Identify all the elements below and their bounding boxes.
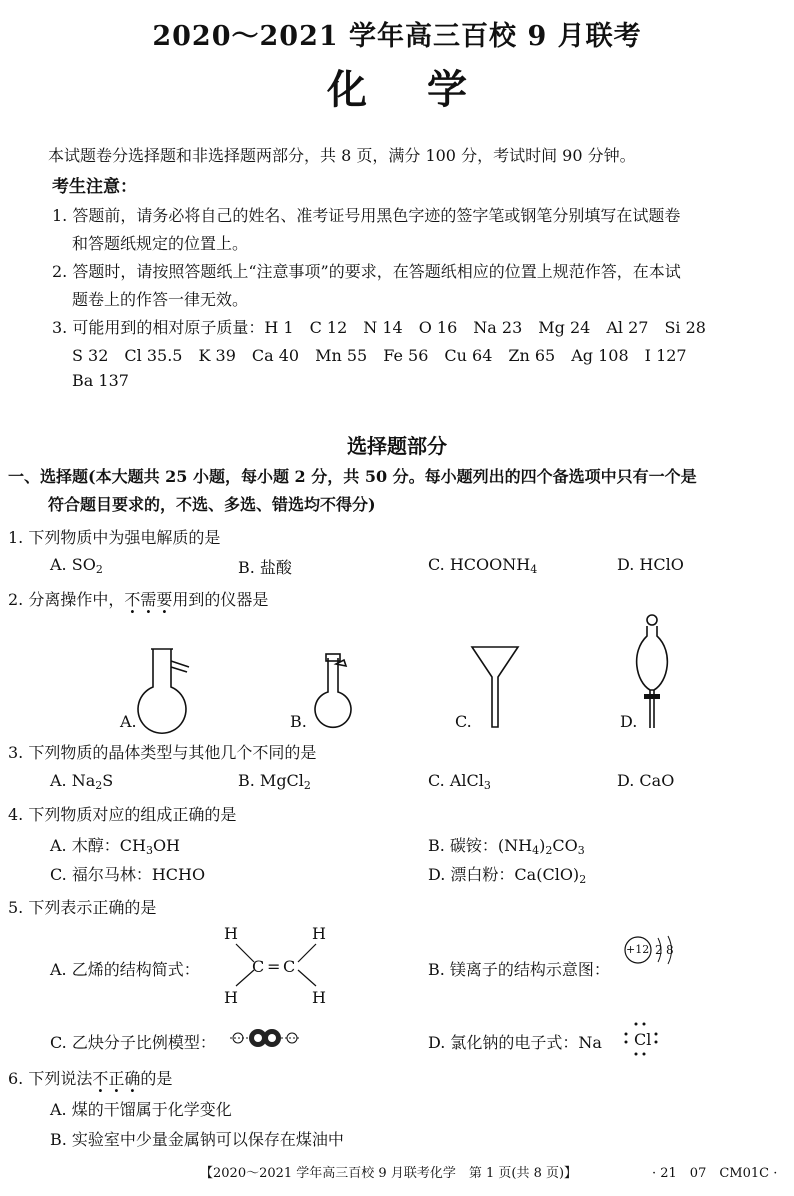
q4-option-a: A. 木醇：$CH_3OH$	[50, 836, 181, 857]
ethylene-bonds	[230, 940, 330, 990]
q1-option-b: B. 盐酸	[238, 558, 292, 577]
q2-emphasis: 不需要	[124, 590, 173, 609]
q3-option-c: C. AlCl$_3$	[428, 771, 491, 792]
q1-option-c: C. $HCOONH_4$	[428, 555, 538, 576]
notice-item-3-cont: S 32 Cl 35.5 K 39 Ca 40 Mn 55 Fe 56 Cu 64 Zn 65 Ag 108 I 127	[72, 346, 687, 365]
mg-nucleus-label: +12	[626, 943, 650, 956]
q6-option-a: A. 煤的干馏属于化学变化	[50, 1100, 232, 1119]
notice-item-2: 2. 答题时，请按照答题纸上“注意事项”的要求，在答题纸相应的位置上规范作答，在本试	[52, 262, 681, 281]
part1-instructions: 一、选择题(本大题共 25 小题，每小题 2 分，共 50 分。每小题列出的四个备选项中只有一个是	[8, 467, 697, 486]
q5-option-b: B. 镁离子的结构示意图：	[428, 960, 610, 979]
notice-item-3-cont2: Ba 137	[72, 371, 129, 390]
notice-item-2-cont: 题卷上的作答一律无效。	[72, 290, 249, 309]
ethylene-c2: C	[283, 957, 296, 976]
notice-item-3: 3. 可能用到的相对原子质量：H 1 C 12 N 14 O 16 Na 23 Mg 24 Al 27 Si 28	[52, 318, 706, 337]
notice-item-1: 1. 答题前，请务必将自己的姓名、准考证号用黑色字迹的签字笔或钢笔分别填写在试题卷	[52, 206, 681, 225]
q4-option-d: D. 漂白粉：$Ca(ClO)_2$	[428, 865, 587, 886]
ethylene-bond: =	[267, 957, 281, 976]
q2-label-a: A.	[120, 712, 137, 731]
ethylene-c1: C	[252, 957, 265, 976]
q4-option-b: B. 碳铵：$(NH_4)_2CO_3$	[428, 836, 585, 857]
distilling-flask-icon	[135, 645, 195, 735]
q4-option-c: C. 福尔马林：HCHO	[50, 865, 206, 884]
q1-stem: 1. 下列物质中为强电解质的是	[8, 528, 221, 547]
q3-option-a: A. $Na_2S$	[50, 771, 114, 792]
section-title: 选择题部分	[347, 434, 447, 458]
footer-page-info: 【2020～2021 学年高三百校 9 月联考化学 第 1 页(共 8 页)】	[200, 1166, 578, 1181]
q2-label-b: B.	[290, 712, 307, 731]
separatory-funnel-icon	[630, 612, 680, 732]
q4-stem: 4. 下列物质对应的组成正确的是	[8, 805, 237, 824]
acetylene-model-icon	[228, 1024, 308, 1054]
ethylene-h2: H	[312, 924, 326, 943]
ethylene-h1: H	[224, 924, 238, 943]
exam-title: 2020～2021 学年高三百校 9 月联考	[152, 21, 642, 52]
q6-option-b: B. 实验室中少量金属钠可以保存在煤油中	[50, 1130, 344, 1149]
ethylene-h4: H	[312, 988, 326, 1007]
funnel-icon	[470, 645, 520, 735]
q2-label-c: C.	[455, 712, 472, 731]
notice-heading: 考生注意：	[52, 177, 137, 197]
q5-option-c: C. 乙炔分子比例模型：	[50, 1033, 216, 1052]
q6-stem: 6. 下列说法不正确的是	[8, 1069, 173, 1088]
electron-dots	[620, 1020, 670, 1060]
q5-option-a: A. 乙烯的结构简式：	[50, 960, 200, 979]
intro-text: 本试题卷分选择题和非选择题两部分，共 8 页，满分 100 分，考试时间 90 分钟。	[48, 146, 636, 165]
q3-option-d: D. CaO	[617, 771, 675, 790]
q5-option-d: D. 氯化钠的电子式：Na	[428, 1033, 602, 1052]
subject-title: 化学	[327, 66, 527, 113]
mg-shell-1: 2	[655, 943, 663, 957]
q1-option-a: A. $SO_2$	[50, 555, 103, 576]
chloride-symbol: Cl	[634, 1030, 652, 1049]
q3-stem: 3. 下列物质的晶体类型与其他几个不同的是	[8, 743, 317, 762]
ethylene-h3: H	[224, 988, 238, 1007]
mg-shell-2: 8	[666, 943, 674, 957]
notice-item-1-cont: 和答题纸规定的位置上。	[72, 234, 249, 253]
q6-emphasis: 不正确	[92, 1069, 141, 1088]
volumetric-flask-icon	[310, 652, 360, 732]
part1-instructions-cont: 符合题目要求的，不选、多选、错选均不得分)	[48, 495, 376, 514]
q1-option-d: D. HClO	[617, 555, 684, 574]
q5-stem: 5. 下列表示正确的是	[8, 898, 157, 917]
q2-label-d: D.	[620, 712, 638, 731]
footer-code: · 21 07 CM01C ·	[652, 1166, 778, 1181]
q2-stem: 2. 分离操作中，不需要用到的仪器是	[8, 590, 269, 609]
q3-option-b: B. MgCl$_2$	[238, 771, 311, 792]
